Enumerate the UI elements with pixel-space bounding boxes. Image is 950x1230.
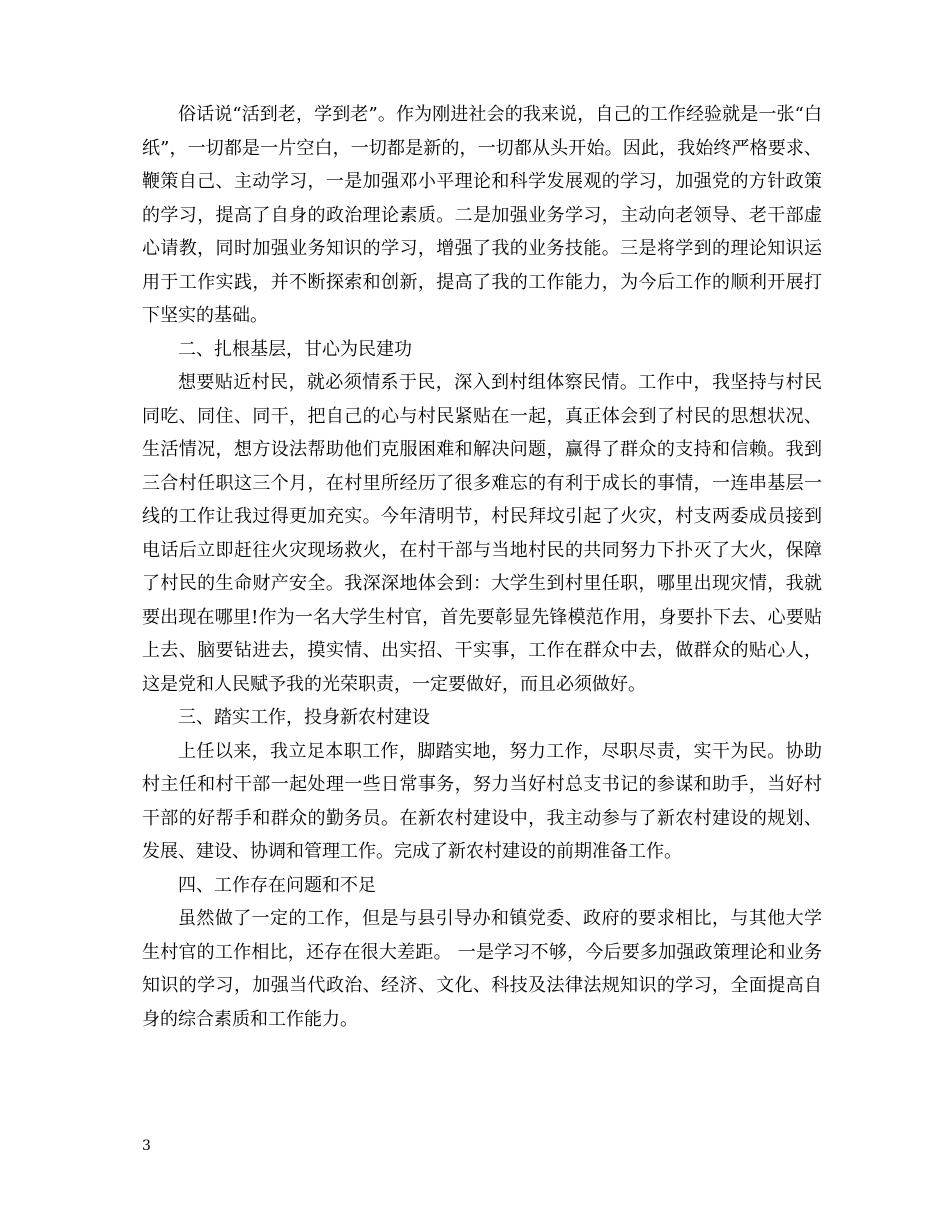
document-body (142, 98, 822, 1036)
section-heading-3: 三、踏实工作，投身新农村建设 (178, 707, 430, 728)
paragraph-new-village: 上任以来，我立足本职工作，脚踏实地，努力工作，尽职尽责，实干为民。协助村主任和村干部一起处理一些日常事务，努力当好村总支书记的参谋和助手，当好村干部的好帮手和群众的勤务员。在新农村建设中，我主动参与了新农村建设的规划、发展、建设、协调和管理工作。完成了新农村建设的前期准备工作。 (142, 740, 822, 862)
section-heading-2: 二、扎根基层，甘心为民建功 (178, 338, 412, 360)
paragraph-grassroots: 想要贴近村民，就必须情系于民，深入到村组体察民情。工作中，我坚持与村民同吃、同住、同干，把自己的心与村民紧贴在一起，真正体会到了村民的思想状况、生活情况，想方设法帮助他们克服困难和解决问题，赢得了群众的支持和信赖。我到三合村任职这三个月，在村里所经历了很多难忘的有利于成长的事情，一连串基层一线的工作让我过得更加充实。今年清明节，村民拜坟引起了火灾，村支两委成员接到电话后立即赶往火灾现场救火，在村干部与当地村民的共同努力下扑灭了大火，保障了村民的生命财产安全。我深深地体会到：大学生到村里任职，哪里出现灾情，我就要出现在哪里!作为一名大学生村官，首先要彰显先锋模范作用，身要扑下去、心要贴上去、脑要钻进去，摸实情、出实招、干实事，工作在群众中去，做群众的贴心人，这是党和人民赋予我的光荣职责，一定要做好，而且必须做好。 (142, 372, 822, 695)
section-heading-4: 四、工作存在问题和不足 (178, 874, 376, 896)
paragraph-self-study: 俗话说“活到老，学到老”。作为刚进社会的我来说，自己的工作经验就是一张“白纸”，一切都是一片空白，一切都是新的，一切都从头开始。因此，我始终严格要求、鞭策自己、主动学习，一是加强邓小平理论和科学发展观的学习，加强党的方针政策的学习，提高了自身的政治理论素质。二是加强业务学习，主动向老领导、老干部虚心请教，同时加强业务知识的学习，增强了我的业务技能。三是将学到的理论知识运用于工作实践，并不断探索和创新，提高了我的工作能力，为今后工作的顺利开展打下坚实的基础。 (142, 104, 822, 326)
page-number: 3 (142, 1138, 151, 1154)
paragraph-shortcomings: 虽然做了一定的工作，但是与县引导办和镇党委、政府的要求相比，与其他大学生村官的工作相比，还存在很大差距。 一是学习不够，今后要多加强政策理论和业务知识的学习，加强当代政治、经济、文化、科技及法律法规知识的学习，全面提高自身的综合素质和工作能力。 (142, 908, 822, 1030)
